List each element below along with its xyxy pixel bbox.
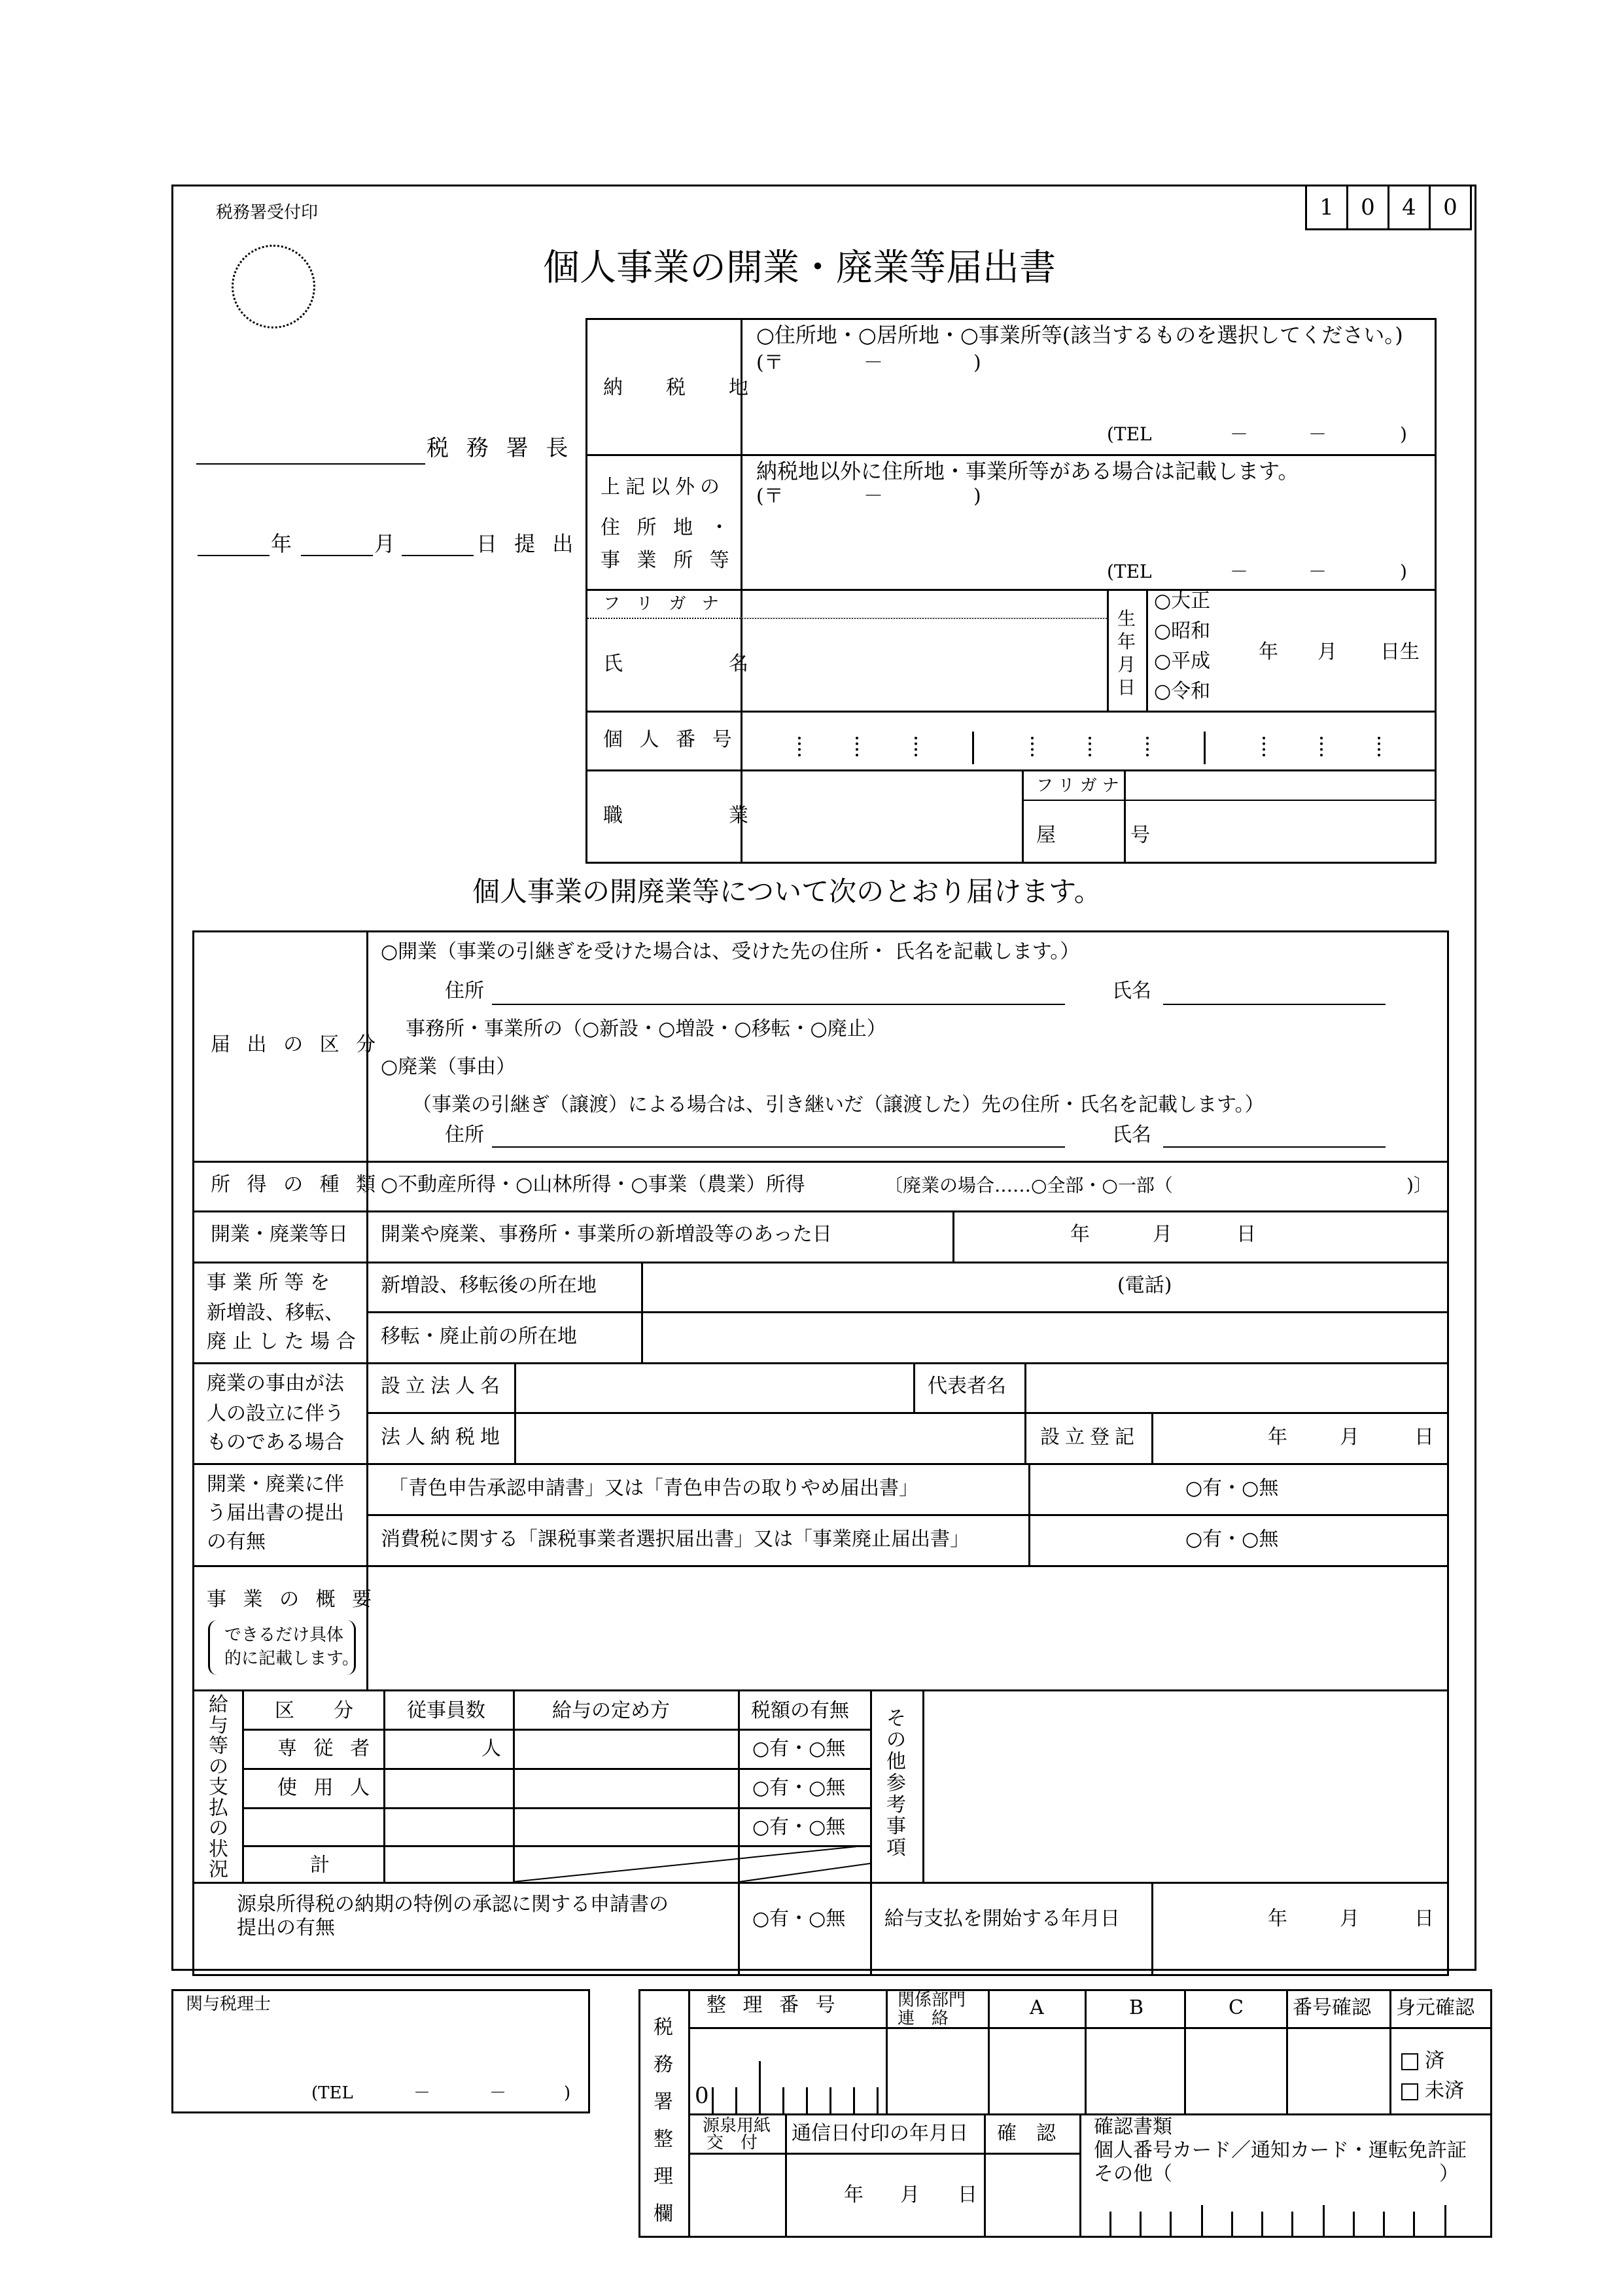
divider <box>913 1362 915 1412</box>
salary-start-year: 年 <box>1268 1907 1287 1930</box>
divider <box>738 1882 740 1976</box>
other-address-label: 上記以外の <box>601 476 725 499</box>
salary-row-count: 人 <box>481 1737 501 1760</box>
divider <box>242 1807 870 1809</box>
era-option[interactable]: ○平成 <box>1154 650 1211 673</box>
sonota-label: その他（ <box>1094 2163 1172 2185</box>
furigana-label: フ リ ガ ナ <box>603 594 724 614</box>
bango-kakunin-label: 番号確認 <box>1293 1996 1371 2019</box>
divider <box>1184 1989 1186 2113</box>
submit-month: 月 <box>374 531 396 556</box>
receipt-stamp-label: 税務署受付印 <box>216 203 319 222</box>
divider <box>585 769 1437 771</box>
new-location-label: 新増設、移転後の所在地 <box>381 1274 597 1297</box>
divider <box>1107 589 1109 711</box>
accountant-tel-open: (TEL <box>311 2083 353 2103</box>
renraku-label: 連 絡 <box>898 2009 949 2028</box>
divider <box>870 1689 872 1976</box>
date-month: 月 <box>1153 1223 1172 1246</box>
name-line <box>1163 1146 1386 1148</box>
tel-dash: － <box>1230 561 1249 582</box>
kakunin-label: 確 認 <box>997 2122 1056 2145</box>
tel-dash: － <box>1308 561 1327 582</box>
postal-open: (〒 <box>756 485 784 508</box>
close-note: （事業の引継ぎ（譲渡）による場合は、引き継いだ（譲渡した）先の住所・氏名を記載します。） <box>412 1093 1265 1116</box>
income-type-label: 所 得 の 種 類 <box>211 1173 381 1196</box>
divider <box>688 2027 1492 2029</box>
blue-return-yes-no[interactable]: ○有・○無 <box>1185 1477 1279 1500</box>
address-label: 住所 <box>445 1123 484 1146</box>
office-change-option[interactable]: 事務所・事業所の（○新設・○増設・○移転・○廃止） <box>406 1017 886 1040</box>
salary-header-count: 従事員数 <box>407 1699 485 1722</box>
form-code-digit: 0 <box>1429 185 1472 230</box>
divider <box>585 589 1437 591</box>
tax-office-suffix: 税 務 署 長 <box>427 435 574 461</box>
occupation-label: 職 業 <box>603 804 760 827</box>
divider <box>192 1210 1449 1212</box>
tsushin-month: 月 <box>900 2183 920 2206</box>
reg-year: 年 <box>1268 1426 1287 1449</box>
divider <box>242 1689 244 1882</box>
withholding-label: 提出の有無 <box>237 1916 335 1939</box>
tel-open: (TEL <box>1107 561 1152 582</box>
divider <box>192 1882 1449 1884</box>
divider <box>1151 1882 1153 1976</box>
divider <box>688 2113 1492 2115</box>
divider <box>1024 1412 1026 1463</box>
divider <box>366 1412 1449 1414</box>
postal-dash: － <box>864 351 883 374</box>
name-label: 氏名 <box>1112 1123 1151 1146</box>
form-code-digit: 0 <box>1346 185 1389 230</box>
salary-header-tax: 税額の有無 <box>751 1699 849 1722</box>
tel-open: (TEL <box>1107 423 1152 445</box>
shop-name-label: 屋 号 <box>1036 824 1162 847</box>
misumi-label: 未済 <box>1425 2079 1464 2102</box>
office-use-side-label: 税務署整理欄 <box>654 2016 673 2225</box>
corporate-label: 人の設立に伴う <box>207 1402 344 1425</box>
salary-total-diagonal <box>513 1845 870 1882</box>
open-close-date-label: 開業・廃業等日 <box>211 1223 348 1246</box>
corporate-label: 廃業の事由が法 <box>207 1372 344 1395</box>
postal-dash: － <box>864 485 883 508</box>
business-summary-label: 事 業 の 概 要 <box>207 1588 377 1611</box>
divider <box>984 2113 986 2238</box>
address-label: 住所 <box>445 980 484 1002</box>
divider <box>192 1161 1449 1163</box>
tsushin-year: 年 <box>844 2183 864 2206</box>
salary-row-kind: 専 従 者 <box>277 1737 375 1760</box>
divider <box>192 1565 1449 1567</box>
divider <box>192 1362 1449 1364</box>
gensen-yoshi-label: 源泉用紙 <box>703 2116 771 2136</box>
tax-office-line <box>196 463 425 465</box>
divider <box>366 1311 1449 1313</box>
mynumber-label: 個 人 番 号 <box>603 728 737 751</box>
col-label: B <box>1129 1996 1144 2019</box>
registration-label: 設立登記 <box>1040 1426 1140 1449</box>
era-option[interactable]: ○昭和 <box>1154 620 1211 643</box>
divider <box>922 1689 924 1882</box>
tel-close: ) <box>1400 423 1407 445</box>
shorui-list: 個人番号カード／通知カード・運転免許証 <box>1094 2139 1467 2162</box>
postal-open: (〒 <box>756 351 784 374</box>
kofu-label: 交 付 <box>707 2133 758 2153</box>
submit-year: 年 <box>271 531 292 556</box>
seiri-zero: 0 <box>695 2083 709 2109</box>
salary-total-label: 計 <box>310 1854 330 1877</box>
divider <box>1022 769 1024 864</box>
era-option[interactable]: ○大正 <box>1154 590 1211 612</box>
divider <box>988 1989 990 2113</box>
col-label: C <box>1229 1996 1244 2019</box>
postal-close: ) <box>973 485 981 508</box>
name-label: 氏名 <box>1112 980 1151 1002</box>
business-summary-note: できるだけ具体 的に記載します。 <box>208 1620 356 1675</box>
accountant-label: 関与税理士 <box>186 1994 271 2014</box>
divider <box>383 1689 385 1882</box>
related-filings-label: の有無 <box>207 1530 266 1553</box>
salary-row-kind: 使 用 人 <box>277 1776 375 1799</box>
salary-row-tax[interactable]: ○有・○無 <box>752 1737 846 1760</box>
consumption-tax-yes-no[interactable]: ○有・○無 <box>1185 1528 1279 1551</box>
page-title: 個人事業の開業・廃業等届出書 <box>543 247 1056 289</box>
misumi-checkbox[interactable] <box>1401 2074 1464 2103</box>
divider <box>741 318 742 864</box>
other-address-label: 事 業 所 等 <box>601 549 735 572</box>
accountant-tel-dash: － <box>413 2083 431 2103</box>
name-label: 氏 名 <box>603 652 760 675</box>
mimoto-kakunin-label: 身元確認 <box>1396 1996 1475 2019</box>
related-filings-label: 開業・廃業に伴 <box>207 1473 344 1496</box>
salary-start-day: 日 <box>1414 1907 1434 1930</box>
sonota-close: ） <box>1439 2163 1459 2185</box>
office-change-label: 廃 止 し た 場 合 <box>207 1330 356 1353</box>
declaration: 個人事業の開廃業等について次のとおり届けます。 <box>472 875 1102 908</box>
postal-close: ) <box>973 351 981 374</box>
divider <box>192 1689 1449 1691</box>
divider <box>1151 1412 1153 1463</box>
day-line <box>402 555 474 556</box>
representative-label: 代表者名 <box>928 1375 1006 1398</box>
notification-type-label: 届 出 の 区 分 <box>211 1033 381 1056</box>
divider <box>192 1262 1449 1263</box>
withholding-label: 源泉所得税の納期の特例の承認に関する申請書の <box>237 1893 669 1916</box>
date-day: 日 <box>1236 1223 1256 1246</box>
birth-month: 月 <box>1318 641 1337 663</box>
accountant-tel-close: ) <box>564 2083 571 2103</box>
salary-header-kind: 区 分 <box>275 1699 353 1722</box>
income-close-case[interactable]: 〔廃業の場合……○全部・○一部（ <box>884 1174 1173 1196</box>
shorui-ticks <box>1079 2205 1492 2238</box>
nozeichi-label: 納 税 地 <box>603 376 760 399</box>
old-location-label: 移転・廃止前の所在地 <box>381 1325 577 1348</box>
divider <box>1085 1989 1087 2113</box>
taxpayer-box <box>585 318 1437 864</box>
office-change-label: 新増設、移転、 <box>207 1301 344 1324</box>
salary-row-tax[interactable]: ○有・○無 <box>752 1816 846 1839</box>
divider <box>585 454 1437 456</box>
other-address-note: 納税地以外に住所地・事業所等がある場合は記載します。 <box>756 459 1299 484</box>
divider <box>192 1463 1449 1465</box>
tsushin-label: 通信日付印の年月日 <box>792 2122 968 2145</box>
nozeichi-options[interactable]: ○住所地・○居所地・○事業所等(該当するものを選択してください。) <box>756 323 1403 347</box>
office-change-label: 事 業 所 等 を <box>207 1271 330 1294</box>
shop-furigana-label: フリガナ <box>1036 776 1125 796</box>
tel-dash: － <box>1308 423 1327 445</box>
form-code-digit: 4 <box>1387 185 1431 230</box>
consumption-tax-label: 消費税に関する「課税事業者選択届出書」又は「事業廃止届出書」 <box>381 1528 969 1551</box>
seiri-ticks <box>688 2048 886 2113</box>
address-line <box>492 1004 1065 1005</box>
col-label: A <box>1030 1996 1044 2019</box>
tel-dash: － <box>1230 423 1249 445</box>
income-type-options[interactable]: ○不動産所得・○山林所得・○事業（農業）所得 <box>381 1173 805 1196</box>
kankei-bumon-label: 関係部門 <box>898 1990 966 2010</box>
open-close-date-desc: 開業や廃業、事務所・事業所の新増設等のあった日 <box>381 1223 832 1246</box>
corp-address-label: 法人納税地 <box>381 1426 505 1449</box>
divider <box>688 2153 1079 2155</box>
open-option[interactable]: ○開業（事業の引継ぎを受けた場合は、受けた先の住所・ 氏名を記載します。） <box>381 940 1080 963</box>
submit-day: 日 提 出 <box>476 531 579 556</box>
divider <box>1389 1989 1391 2113</box>
corporate-label: ものである場合 <box>207 1431 344 1454</box>
sumi-label: 済 <box>1425 2049 1444 2072</box>
divider <box>1024 1362 1026 1412</box>
address-line <box>492 1146 1065 1148</box>
divider <box>1146 589 1148 711</box>
salary-side-label: 給与等の支払の状況 <box>209 1693 228 1881</box>
reg-month: 月 <box>1340 1426 1359 1449</box>
corp-name-label: 設立法人名 <box>381 1375 505 1398</box>
divider <box>1286 1989 1288 2113</box>
era-option[interactable]: ○令和 <box>1154 680 1211 703</box>
divider <box>242 1768 870 1770</box>
blue-return-label: 「青色申告承認申請書」又は「青色申告の取りやめ届出書」 <box>389 1477 918 1500</box>
divider <box>952 1210 954 1262</box>
divider <box>366 1514 1449 1516</box>
withholding-yes-no[interactable]: ○有・○無 <box>752 1907 846 1930</box>
month-line <box>301 555 373 556</box>
year-line <box>198 555 270 556</box>
sumi-checkbox[interactable] <box>1401 2044 1444 2073</box>
divider <box>886 1989 888 2113</box>
divider <box>1022 800 1437 801</box>
tsushin-day: 日 <box>958 2183 977 2206</box>
tel-close: ) <box>1400 561 1407 582</box>
other-notes-label: その他参考事項 <box>886 1707 906 1860</box>
kakunin-shorui-label: 確認書類 <box>1094 2115 1172 2138</box>
divider <box>242 1729 870 1731</box>
close-option[interactable]: ○廃業（事由） <box>381 1055 516 1078</box>
salary-header-method: 給与の定め方 <box>552 1699 670 1722</box>
phone-label: (電話) <box>1117 1274 1172 1297</box>
other-address-label: 住 所 地 ・ <box>601 516 735 539</box>
salary-start-label: 給与支払を開始する年月日 <box>884 1907 1120 1930</box>
birth-year: 年 <box>1259 641 1278 663</box>
date-year: 年 <box>1070 1223 1090 1246</box>
salary-row-tax[interactable]: ○有・○無 <box>752 1776 846 1799</box>
accountant-tel-dash: － <box>489 2083 507 2103</box>
reg-day: 日 <box>1414 1426 1434 1449</box>
form-code-digit: 1 <box>1305 185 1348 230</box>
salary-start-month: 月 <box>1340 1907 1359 1930</box>
divider <box>785 2113 787 2238</box>
income-close-end: )〕 <box>1406 1174 1432 1196</box>
birth-day: 日生 <box>1380 641 1420 663</box>
birth-label: 生年月日 <box>1117 608 1136 698</box>
name-line <box>1163 1004 1386 1005</box>
receipt-stamp-circle <box>232 245 315 328</box>
divider <box>641 1262 643 1362</box>
seiri-bango-label: 整 理 番 号 <box>707 1994 841 2017</box>
mynumber-field[interactable] <box>743 713 1434 767</box>
divider <box>585 711 1437 713</box>
related-filings-label: う届出書の提出 <box>207 1502 344 1525</box>
